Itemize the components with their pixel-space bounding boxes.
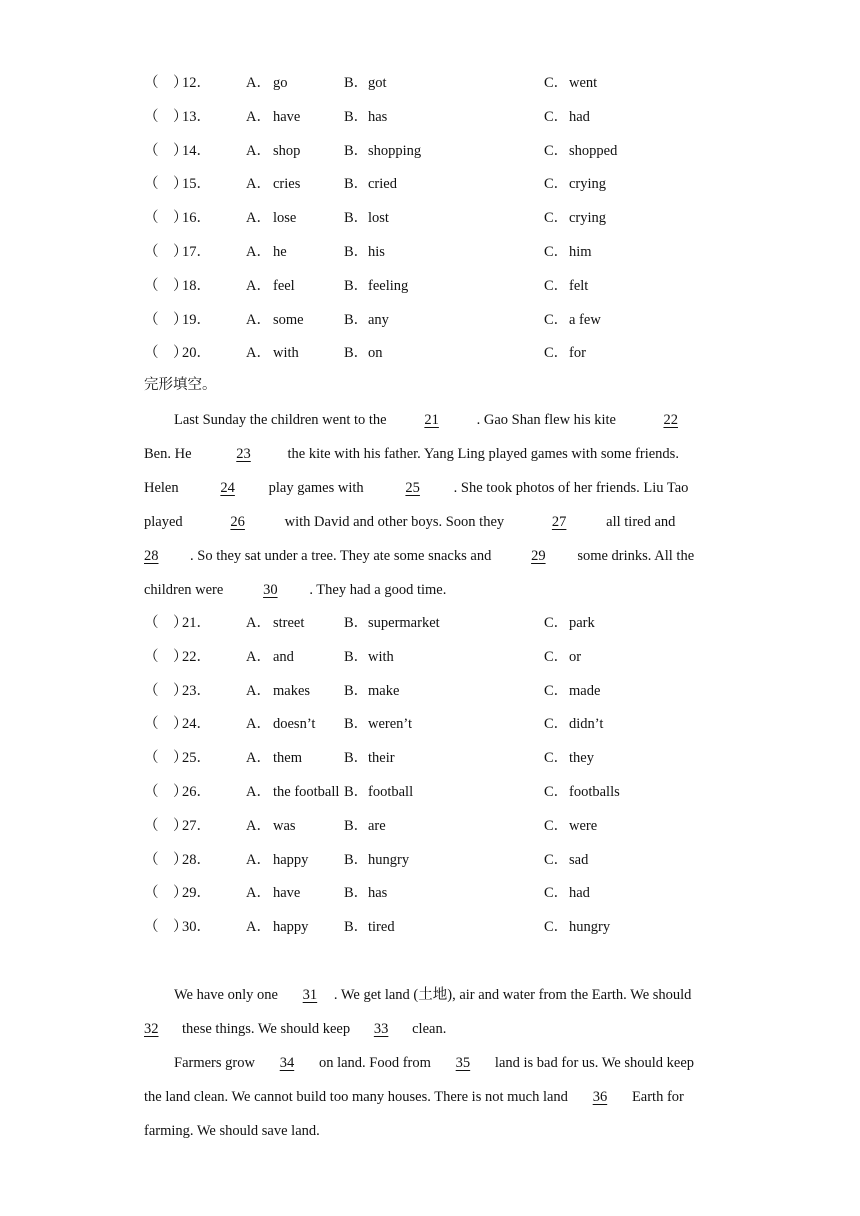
question-number: 23．	[182, 682, 211, 699]
option-b-label: B．	[344, 142, 369, 159]
option-c-label: C．	[544, 75, 569, 91]
passage-2-line-2: 32 these things. We should keep 33 clean.	[144, 1012, 718, 1046]
option-a-label: A．	[246, 277, 271, 294]
option-b-label: B．	[344, 817, 369, 834]
answer-paren[interactable]: （ ）	[144, 345, 188, 362]
section-title: 完形填空。	[144, 377, 217, 393]
question-number: 16．	[182, 210, 211, 227]
question-row	[144, 606, 724, 640]
blank-27[interactable]: 27	[551, 514, 567, 530]
option-a-label: A．	[246, 716, 271, 733]
answer-paren[interactable]: （ ）	[144, 615, 188, 631]
option-b-label: B．	[344, 615, 369, 631]
blank-31[interactable]: 31	[302, 987, 318, 1003]
option-a[interactable]	[246, 269, 295, 303]
option-a[interactable]	[246, 707, 315, 741]
question-number: 12．	[182, 75, 211, 91]
blank-24[interactable]: 24	[220, 480, 235, 496]
question-number: 21．	[182, 615, 211, 631]
question-number: 26．	[182, 784, 211, 800]
question-row	[144, 100, 724, 134]
question-number: 30．	[182, 919, 211, 936]
option-a-text: happy	[272, 851, 309, 868]
option-b[interactable]: make	[368, 682, 400, 699]
option-c-label: C．	[544, 885, 569, 902]
option-b-label: B．	[344, 75, 369, 91]
option-c[interactable]: a few	[569, 311, 601, 328]
option-b-label: B．	[344, 210, 369, 227]
option-b[interactable]: tired	[368, 919, 395, 936]
option-a-text: was	[272, 817, 296, 834]
option-b-label: B．	[344, 648, 369, 665]
option-b-label: B．	[344, 919, 369, 936]
blank-22[interactable]: 22	[663, 412, 678, 428]
blank-33[interactable]: 33	[373, 1021, 389, 1037]
question-number: 17．	[182, 244, 211, 260]
option-a-text: the football	[272, 784, 340, 800]
question-number: 20．	[182, 345, 211, 362]
option-b[interactable]: football	[368, 784, 414, 800]
option-b-label: B．	[344, 108, 369, 125]
option-b-label: B．	[344, 244, 369, 260]
blank-21[interactable]: 21	[424, 412, 439, 428]
question-number: 25．	[182, 750, 211, 767]
question-number: 22．	[182, 648, 211, 665]
option-b-label: B．	[344, 277, 369, 294]
blank-23[interactable]: 23	[236, 446, 251, 462]
option-a[interactable]	[246, 876, 300, 910]
option-b[interactable]: with	[368, 648, 394, 665]
option-b[interactable]: has	[368, 885, 388, 902]
option-a-text: lose	[272, 210, 297, 227]
option-c[interactable]: for	[569, 345, 586, 362]
question-row	[144, 809, 724, 843]
option-a[interactable]	[246, 775, 339, 809]
answer-paren[interactable]: （ ）	[144, 210, 188, 227]
option-a[interactable]	[246, 640, 294, 674]
option-a[interactable]	[246, 741, 302, 775]
option-a-label: A．	[246, 615, 271, 631]
option-a[interactable]	[246, 303, 304, 337]
answer-paren[interactable]: （ ）	[144, 648, 188, 665]
passage-2-line-3: Farmers grow 34 on land. Food from 35 land is bad for us. We should keep	[144, 1046, 718, 1080]
blank-28[interactable]: 28	[144, 548, 159, 564]
option-a-label: A．	[246, 311, 271, 328]
option-a-text: go	[272, 75, 288, 91]
option-b-label: B．	[344, 682, 369, 699]
option-b[interactable]: on	[368, 345, 383, 362]
question-row	[144, 235, 724, 269]
option-b-label: B．	[344, 885, 369, 902]
option-c-label: C．	[544, 682, 569, 699]
question-row	[144, 336, 724, 370]
question-number: 14．	[182, 142, 211, 159]
option-a-text: street	[272, 615, 305, 631]
option-b[interactable]: feeling	[368, 277, 409, 294]
option-a[interactable]	[246, 809, 296, 843]
option-a[interactable]	[246, 843, 308, 877]
option-c[interactable]: or	[569, 648, 582, 665]
answer-paren[interactable]: （ ）	[144, 108, 188, 125]
option-a[interactable]	[246, 134, 300, 168]
option-b[interactable]: any	[368, 311, 389, 328]
option-b-label: B．	[344, 345, 369, 362]
option-b-label: B．	[344, 311, 369, 328]
option-a[interactable]	[246, 167, 300, 201]
option-c-label: C．	[544, 210, 569, 227]
option-a-label: A．	[246, 851, 271, 868]
option-a-label: A．	[246, 176, 271, 193]
passage-1-line-1: Last Sunday the children went to the 21 . Gao Shan flew his kite 22	[144, 403, 718, 437]
option-c[interactable]: had	[569, 108, 590, 125]
option-a-text: happy	[272, 919, 309, 936]
option-c-label: C．	[544, 648, 569, 665]
question-number: 27．	[182, 817, 211, 834]
option-a-label: A．	[246, 648, 271, 665]
option-b[interactable]: has	[368, 108, 388, 125]
passage-1-line-4: played 26 with David and other boys. Soon they 27 all tired and	[144, 505, 718, 539]
option-a-label: A．	[246, 817, 271, 834]
option-c[interactable]: they	[569, 750, 594, 767]
option-c-label: C．	[544, 716, 569, 733]
option-b[interactable]: his	[368, 244, 385, 260]
question-row	[144, 269, 724, 303]
passage-1-line-3: Helen 24 play games with 25 . She took photos of her friends. Liu Tao	[144, 471, 718, 505]
answer-paren[interactable]: （ ）	[144, 784, 188, 800]
option-b[interactable]: weren’t	[368, 716, 413, 733]
answer-paren[interactable]: （ ）	[144, 142, 188, 159]
option-b-label: B．	[344, 176, 369, 193]
question-row	[144, 66, 724, 100]
blank-30[interactable]: 30	[263, 582, 278, 598]
answer-paren[interactable]: （ ）	[144, 682, 188, 699]
question-number: 15．	[182, 176, 211, 193]
option-c-label: C．	[544, 176, 569, 193]
option-c-label: C．	[544, 142, 569, 159]
option-a[interactable]	[246, 336, 299, 370]
option-a-text: have	[272, 108, 301, 125]
passage-2-line-1: We have only one 31 . We get land (土地), air and water from the Earth. We should	[144, 978, 718, 1012]
option-c[interactable]: felt	[569, 277, 589, 294]
option-b-label: B．	[344, 784, 369, 800]
option-c[interactable]: went	[569, 75, 598, 91]
answer-paren[interactable]: （ ）	[144, 716, 188, 733]
option-c[interactable]: were	[569, 817, 598, 834]
option-c-label: C．	[544, 277, 569, 294]
option-a-text: shop	[272, 142, 301, 159]
answer-paren[interactable]: （ ）	[144, 277, 188, 294]
option-a-label: A．	[246, 885, 271, 902]
option-c[interactable]: shopped	[569, 142, 618, 159]
option-c[interactable]: crying	[569, 176, 607, 193]
option-c-label: C．	[544, 345, 569, 362]
question-number: 24．	[182, 716, 211, 733]
option-a-label: A．	[246, 750, 271, 767]
option-c[interactable]: made	[569, 682, 601, 699]
question-row	[144, 876, 724, 910]
option-c-label: C．	[544, 311, 569, 328]
option-a[interactable]	[246, 66, 287, 100]
option-c[interactable]: crying	[569, 210, 607, 227]
option-a-text: them	[272, 750, 302, 767]
question-row	[144, 134, 724, 168]
question-row	[144, 843, 724, 877]
blank-34[interactable]: 34	[279, 1055, 295, 1071]
option-a-label: A．	[246, 244, 271, 260]
question-row	[144, 640, 724, 674]
question-number: 18．	[182, 277, 211, 294]
blank-29[interactable]: 29	[531, 548, 546, 564]
option-a-text: cries	[272, 176, 301, 193]
option-c[interactable]: had	[569, 885, 590, 902]
option-c-label: C．	[544, 817, 569, 834]
passage-2-line-5: farming. We should save land.	[144, 1123, 320, 1139]
option-a-text: some	[272, 311, 304, 328]
option-a-text: makes	[272, 682, 311, 699]
blank-35[interactable]: 35	[455, 1055, 471, 1071]
question-row	[144, 303, 724, 337]
option-a[interactable]	[246, 100, 300, 134]
option-a[interactable]	[246, 910, 308, 944]
answer-paren[interactable]: （ ）	[144, 311, 188, 328]
option-a[interactable]	[246, 201, 296, 235]
option-a-label: A．	[246, 108, 271, 125]
option-a[interactable]	[246, 674, 310, 708]
answer-paren[interactable]: （ ）	[144, 75, 188, 91]
option-a-label: A．	[246, 345, 271, 362]
passage-1-line-6: children were 30 . They had a good time.	[144, 573, 718, 607]
question-number: 19．	[182, 311, 211, 328]
option-b[interactable]: their	[368, 750, 395, 767]
option-a-label: A．	[246, 919, 271, 936]
question-row	[144, 741, 724, 775]
question-number: 13．	[182, 108, 211, 125]
option-b[interactable]: hungry	[368, 851, 410, 868]
option-b[interactable]: are	[368, 817, 386, 834]
option-a[interactable]	[246, 606, 304, 640]
answer-paren[interactable]: （ ）	[144, 176, 188, 193]
question-row	[144, 201, 724, 235]
answer-paren[interactable]: （ ）	[144, 919, 188, 936]
option-a[interactable]	[246, 235, 287, 269]
blank-32[interactable]: 32	[144, 1021, 159, 1037]
question-number: 29．	[182, 885, 211, 902]
passage-1-line-2: Ben. He 23 the kite with his father. Yang Ling played games with some friends.	[144, 437, 718, 471]
option-a-text: with	[272, 345, 299, 362]
blank-36[interactable]: 36	[592, 1089, 608, 1105]
option-b[interactable]: supermarket	[368, 615, 440, 631]
option-a-label: A．	[246, 210, 271, 227]
option-b[interactable]: lost	[368, 210, 389, 227]
option-b[interactable]: got	[368, 75, 387, 91]
option-c[interactable]: didn’t	[569, 716, 604, 733]
answer-paren[interactable]: （ ）	[144, 817, 188, 834]
question-number: 28．	[182, 851, 211, 868]
option-c-label: C．	[544, 615, 569, 631]
option-a-text: doesn’t	[272, 716, 316, 733]
answer-paren[interactable]: （ ）	[144, 244, 188, 260]
blank-26[interactable]: 26	[230, 514, 245, 530]
passage-2-line-4: the land clean. We cannot build too many houses. There is not much land 36 Earth for	[144, 1080, 718, 1114]
answer-paren[interactable]: （ ）	[144, 885, 188, 902]
option-c[interactable]: hungry	[569, 919, 611, 936]
question-row	[144, 775, 724, 809]
option-a-label: A．	[246, 784, 271, 800]
option-b[interactable]: cried	[368, 176, 397, 193]
option-a-label: A．	[246, 142, 271, 159]
answer-paren[interactable]: （ ）	[144, 750, 188, 767]
question-row	[144, 674, 724, 708]
option-b-label: B．	[344, 750, 369, 767]
option-c[interactable]: him	[569, 244, 592, 260]
option-a-text: feel	[272, 277, 295, 294]
passage-1-line-5: 28 . So they sat under a tree. They ate some snacks and 29 some drinks. All the	[144, 539, 718, 573]
option-c-label: C．	[544, 919, 569, 936]
option-a-text: and	[272, 648, 294, 665]
option-c[interactable]: park	[569, 615, 595, 631]
option-c-label: C．	[544, 244, 569, 260]
option-b-label: B．	[344, 716, 369, 733]
blank-25[interactable]: 25	[405, 480, 420, 496]
question-row	[144, 910, 724, 944]
option-b[interactable]: shopping	[368, 142, 422, 159]
option-b-label: B．	[344, 851, 369, 868]
option-c-label: C．	[544, 108, 569, 125]
option-c-label: C．	[544, 851, 569, 868]
option-a-text: he	[272, 244, 287, 260]
answer-paren[interactable]: （ ）	[144, 851, 188, 868]
option-c-label: C．	[544, 750, 569, 767]
option-c[interactable]: footballs	[569, 784, 620, 800]
option-c-label: C．	[544, 784, 569, 800]
question-row	[144, 707, 724, 741]
option-c[interactable]: sad	[569, 851, 589, 868]
question-row	[144, 167, 724, 201]
option-a-text: have	[272, 885, 301, 902]
option-a-label: A．	[246, 682, 271, 699]
option-a-label: A．	[246, 75, 271, 91]
